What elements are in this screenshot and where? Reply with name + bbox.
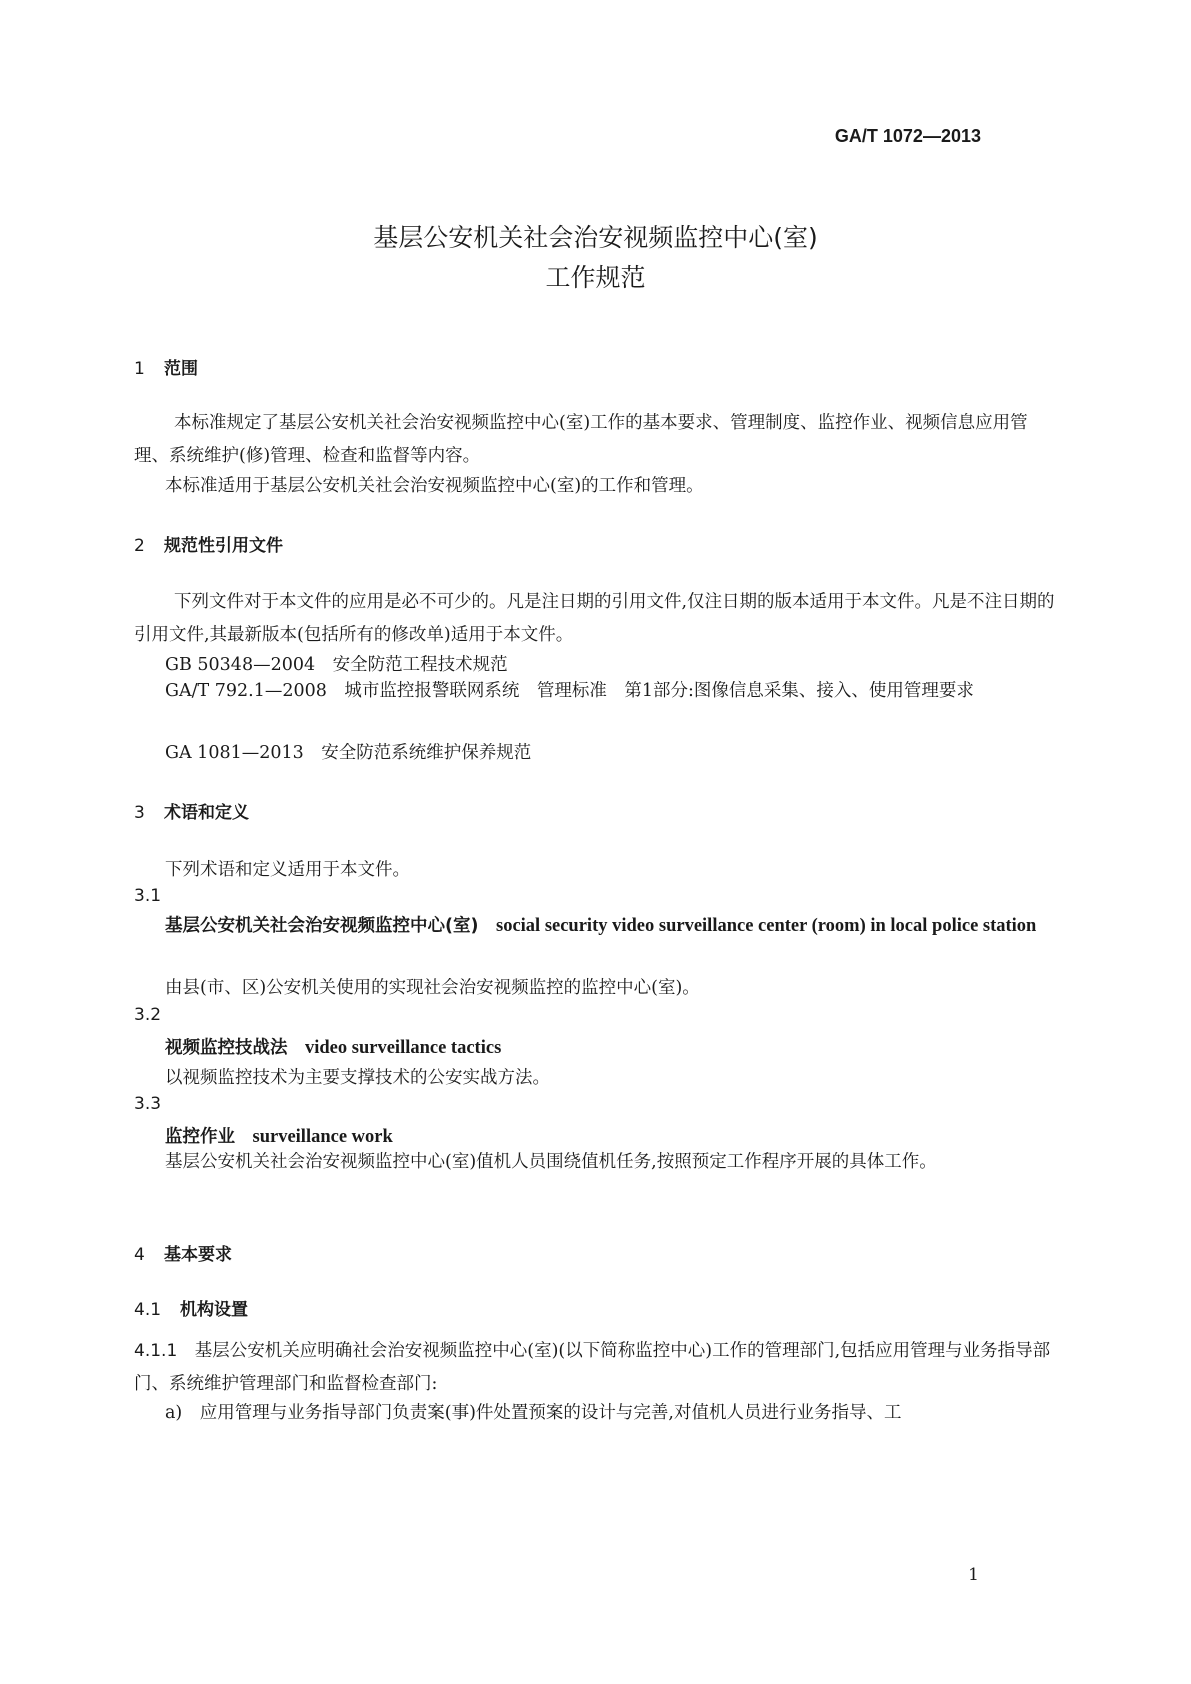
section-number: 1 bbox=[134, 359, 145, 379]
term-chinese: 视频监控技战法 bbox=[165, 1038, 288, 1058]
clause-number: 4.1.1 bbox=[134, 1341, 178, 1361]
clause-text: 基层公安机关应明确社会治安视频监控中心(室)(以下简称监控中心)工作的管理部门,包括应用管理与业务指导部门、系统维护管理部门和监督检查部门: bbox=[134, 1341, 1051, 1394]
paragraph: 下列文件对于本文件的应用是必不可少的。凡是注日期的引用文件,仅注日期的版本适用于本文件。凡是不注日期的引用文件,其最新版本(包括所有的修改单)适用于本文件。 bbox=[134, 592, 1055, 645]
section-number: 3 bbox=[134, 803, 145, 823]
document-title-line1: 基层公安机关社会治安视频监控中心(室) bbox=[373, 223, 818, 252]
section-title: 范围 bbox=[164, 359, 198, 379]
subsection-4-1-heading bbox=[134, 1295, 248, 1320]
list-label: a) bbox=[165, 1403, 183, 1423]
section-number: 2 bbox=[134, 536, 145, 556]
term-english: video surveillance tactics bbox=[305, 1038, 502, 1058]
term-english: surveillance work bbox=[252, 1127, 393, 1147]
term-heading bbox=[165, 1123, 393, 1148]
paragraph: 下列术语和定义适用于本文件。 bbox=[165, 860, 410, 880]
reference-item: GB 50348—2004 安全防范工程技术规范 bbox=[165, 655, 508, 675]
list-text: 应用管理与业务指导部门负责案(事)件处置预案的设计与完善,对值机人员进行业务指导、工 bbox=[199, 1403, 902, 1423]
section-title: 术语和定义 bbox=[164, 803, 249, 823]
term-definition: 以视频监控技术为主要支撑技术的公安实战方法。 bbox=[165, 1068, 550, 1088]
document-title-line2: 工作规范 bbox=[545, 263, 646, 292]
paragraph: 本标准适用于基层公安机关社会治安视频监控中心(室)的工作和管理。 bbox=[165, 476, 704, 496]
section-title: 基本要求 bbox=[164, 1245, 232, 1265]
subsection-title: 机构设置 bbox=[180, 1300, 248, 1320]
reference-item: GA/T 792.1—2008 城市监控报警联网系统 管理标准 第1部分:图像信息采集、接入、使用管理要求 bbox=[165, 681, 974, 701]
term-definition: 基层公安机关社会治安视频监控中心(室)值机人员围绕值机任务,按照预定工作程序开展的具体工作。 bbox=[165, 1152, 937, 1172]
section-number: 4 bbox=[134, 1245, 145, 1265]
term-number: 3.3 bbox=[134, 1094, 162, 1114]
list-item-a bbox=[165, 1399, 901, 1424]
subsection-number: 4.1 bbox=[134, 1300, 162, 1320]
reference-item: GA 1081—2013 安全防范系统维护保养规范 bbox=[165, 743, 532, 763]
section-title: 规范性引用文件 bbox=[164, 536, 283, 556]
section-4-heading bbox=[134, 1240, 232, 1265]
section-1-heading bbox=[134, 354, 198, 379]
term-heading bbox=[165, 1034, 501, 1059]
standard-number: GA/T 1072—2013 bbox=[834, 126, 981, 146]
term-heading bbox=[134, 910, 1058, 943]
term-number: 3.1 bbox=[134, 886, 162, 906]
term-chinese: 监控作业 bbox=[165, 1127, 235, 1147]
clause-4-1-1 bbox=[134, 1335, 1058, 1401]
section-3-heading bbox=[134, 798, 249, 823]
page-number: 1 bbox=[968, 1565, 979, 1585]
term-chinese: 基层公安机关社会治安视频监控中心(室) bbox=[165, 916, 479, 936]
term-definition: 由县(市、区)公安机关使用的实现社会治安视频监控的监控中心(室)。 bbox=[165, 978, 700, 998]
term-english: social security video surveillance center (room) in local police station bbox=[496, 916, 1037, 936]
term-number: 3.2 bbox=[134, 1005, 162, 1025]
paragraph: 本标准规定了基层公安机关社会治安视频监控中心(室)工作的基本要求、管理制度、监控作业、视频信息应用管理、系统维护(修)管理、检查和监督等内容。 bbox=[134, 413, 1028, 466]
section-2-heading bbox=[134, 531, 283, 556]
